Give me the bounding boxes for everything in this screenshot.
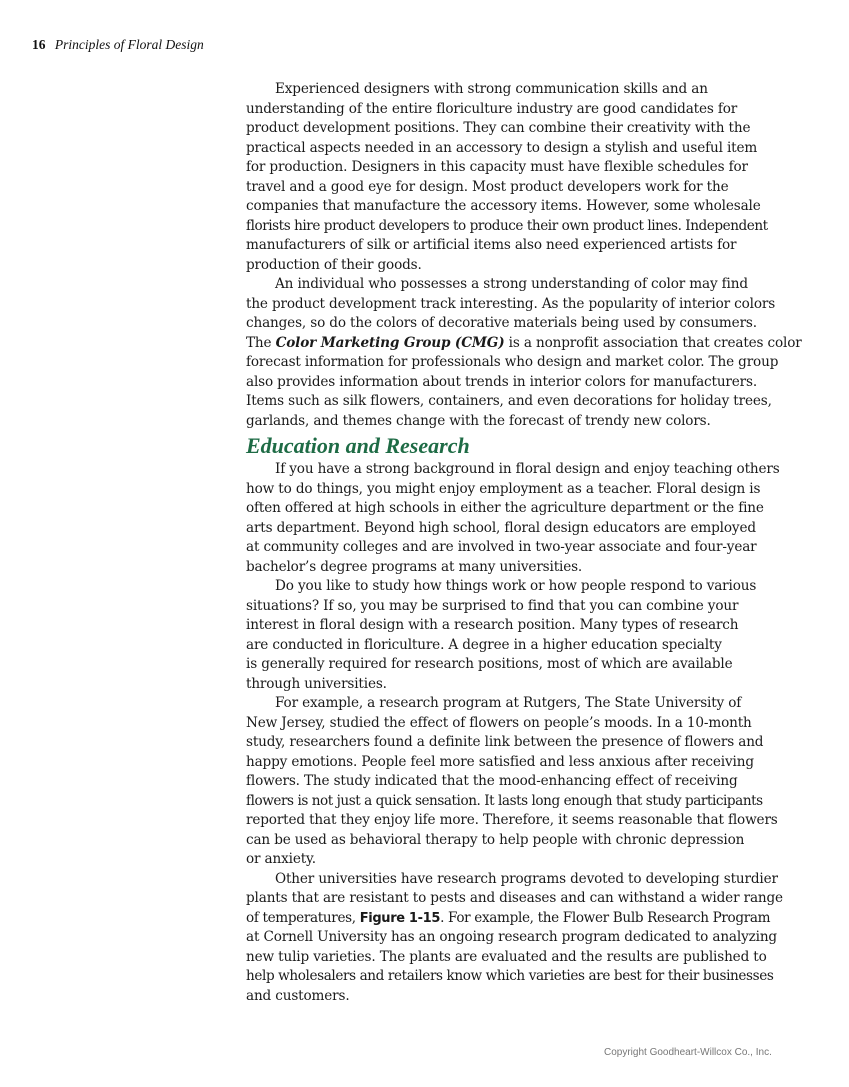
text-line: florists hire product developers to produce their own product lines. Independent	[246, 217, 768, 234]
text-line: through universities.	[246, 675, 387, 692]
text-line: happy emotions. People feel more satisfied and less anxious after receiving	[246, 753, 754, 770]
text-line	[246, 334, 802, 354]
text-line: An individual who possesses a strong understanding of color may find	[275, 276, 748, 292]
text-line: help wholesalers and retailers know which varieties are best for their businesses	[246, 968, 774, 984]
text-line: often offered at high schools in either the agriculture department or the fine	[246, 500, 764, 516]
text-run: The	[246, 334, 276, 351]
text-line: New Jersey, studied the effect of flowers on people’s moods. In a 10-month	[246, 714, 752, 731]
paragraph-product-developers	[246, 80, 786, 275]
text-line: how to do things, you might enjoy employment as a teacher. Floral design is	[246, 480, 761, 497]
text-line: for production. Designers in this capacity must have flexible schedules for	[246, 159, 748, 175]
body-column	[246, 80, 802, 1006]
text-line: reported that they enjoy life more. Therefore, it seems reasonable that flowers	[246, 812, 778, 828]
text-run: is a nonprofit association that creates color	[504, 334, 802, 351]
figure-reference-link[interactable]: Figure 1-15	[359, 910, 441, 926]
text-line: at community colleges and are involved in two-year associate and four-year	[246, 539, 757, 555]
text-line: interest in floral design with a research position. Many types of research	[246, 617, 739, 633]
text-line: companies that manufacture the accessory items. However, some wholesale	[246, 198, 761, 214]
text-line: Experienced designers with strong communication skills and an	[275, 81, 708, 97]
text-run: . For example, the Flower Bulb Research Program	[440, 909, 771, 926]
text-line: practical aspects needed in an accessory to design a stylish and useful item	[246, 139, 758, 156]
text-line: situations? If so, you may be surprised to find that you can combine your	[246, 597, 739, 614]
paragraph-teaching	[246, 460, 786, 577]
text-run: of temperatures,	[246, 909, 360, 926]
text-line: can be used as behavioral therapy to help people with chronic depression	[246, 831, 745, 848]
text-line: new tulip varieties. The plants are evaluated and the results are published to	[246, 948, 767, 965]
text-line: If you have a strong background in floral design and enjoy teaching others	[275, 461, 780, 477]
text-line: arts department. Beyond high school, floral design educators are employed	[246, 519, 756, 536]
text-line: manufacturers of silk or artificial items also need experienced artists for	[246, 237, 737, 253]
paragraph-research	[246, 577, 786, 694]
text-line: For example, a research program at Rutgers, The State University of	[275, 695, 742, 711]
text-line: understanding of the entire floriculture industry are good candidates for	[246, 100, 738, 117]
text-line: flowers. The study indicated that the mood-enhancing effect of receiving	[246, 773, 738, 789]
text-line: are conducted in floriculture. A degree in a higher education specialty	[246, 636, 722, 653]
text-line	[246, 909, 786, 929]
text-line: is generally required for research positions, most of which are available	[246, 656, 733, 672]
text-line: at Cornell University has an ongoing research program dedicated to analyzing	[246, 929, 777, 945]
text-line: Do you like to study how things work or how people respond to various	[275, 578, 757, 594]
text-line: travel and a good eye for design. Most product developers work for the	[246, 178, 729, 195]
running-head	[32, 37, 204, 53]
text-line: flowers is not just a quick sensation. It lasts long enough that study participants	[246, 792, 763, 809]
text-line: Other universities have research programs devoted to developing sturdier	[275, 870, 778, 887]
text-line: the product development track interesting. As the popularity of interior colors	[246, 295, 776, 312]
key-term-cmg: Color Marketing Group (CMG)	[275, 334, 505, 351]
text-line: study, researchers found a definite link between the presence of flowers and	[246, 734, 764, 750]
book-title: Principles of Floral Design	[54, 37, 204, 52]
text-line: production of their goods.	[246, 256, 422, 273]
text-line: changes, so do the colors of decorative materials being used by consumers.	[246, 315, 757, 331]
text-line: forecast information for professionals who design and market color. The group	[246, 354, 779, 370]
text-line: bachelor’s degree programs at many universities.	[246, 558, 583, 575]
page-number: 16	[32, 37, 46, 52]
text-line: product development positions. They can combine their creativity with the	[246, 120, 751, 136]
copyright-footer: Copyright Goodheart-Willcox Co., Inc.	[604, 1047, 772, 1058]
text-line: garlands, and themes change with the forecast of trendy new colors.	[246, 412, 711, 429]
paragraph-color-marketing	[246, 275, 802, 431]
text-line: Items such as silk flowers, containers, and even decorations for holiday trees,	[246, 393, 772, 409]
paragraph-rutgers-study	[246, 694, 786, 870]
paragraph-cornell-program	[246, 870, 786, 1007]
text-line: and customers.	[246, 987, 350, 1004]
text-line: or anxiety.	[246, 851, 316, 867]
section-heading: Education and Research	[246, 433, 470, 458]
text-line: plants that are resistant to pests and diseases and can withstand a wider range	[246, 890, 783, 906]
text-line: also provides information about trends in interior colors for manufacturers.	[246, 373, 758, 390]
